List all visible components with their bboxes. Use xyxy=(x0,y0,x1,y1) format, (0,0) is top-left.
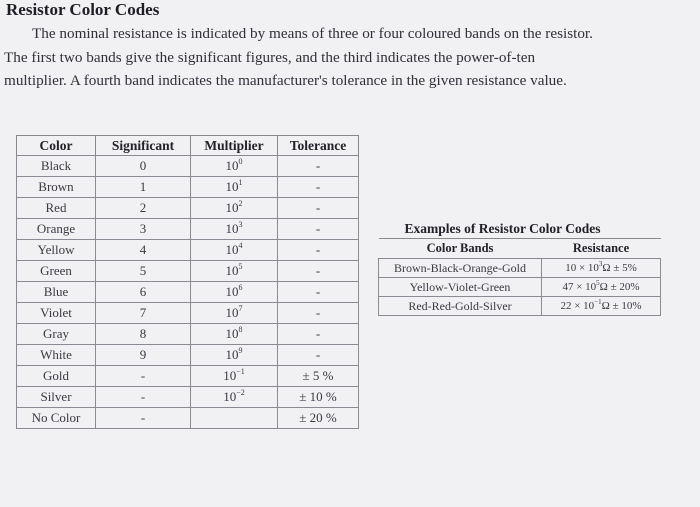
color-name-cell: Violet xyxy=(17,303,96,324)
example-row xyxy=(379,259,661,278)
color-table-row xyxy=(17,261,359,282)
paragraph-line: The nominal resistance is indicated by means of three or four coloured bands on xyxy=(32,25,523,42)
resistance-unit-tolerance: Ω ± 20% xyxy=(599,281,640,293)
multiplier-cell xyxy=(191,387,278,408)
multiplier-base: 10 xyxy=(225,305,239,320)
tolerance-cell: - xyxy=(278,324,359,345)
tolerance-cell: ± 20 % xyxy=(278,408,359,429)
multiplier-cell xyxy=(191,177,278,198)
multiplier-exponent: −1 xyxy=(236,367,245,376)
tolerance-cell: - xyxy=(278,261,359,282)
color-bands-cell: Brown-Black-Orange-Gold xyxy=(379,259,542,278)
resistance-cell xyxy=(542,297,661,316)
color-name-cell: White xyxy=(17,345,96,366)
color-bands-cell: Yellow-Violet-Green xyxy=(379,278,542,297)
resistance-exponent: −1 xyxy=(594,298,602,306)
multiplier-exponent: 3 xyxy=(238,220,243,229)
color-name-cell: No Color xyxy=(17,408,96,429)
tolerance-cell: - xyxy=(278,156,359,177)
color-table-row xyxy=(17,324,359,345)
color-table-row xyxy=(17,366,359,387)
multiplier-exponent: −2 xyxy=(236,388,245,397)
paragraph-line: the given resistance value. xyxy=(406,72,567,89)
color-table-row xyxy=(17,303,359,324)
significant-cell: - xyxy=(96,408,191,429)
multiplier-exponent: 5 xyxy=(238,262,243,271)
tolerance-cell: - xyxy=(278,282,359,303)
multiplier-base: 10 xyxy=(225,263,239,278)
color-table-row xyxy=(17,345,359,366)
multiplier-cell xyxy=(191,282,278,303)
tolerance-cell: - xyxy=(278,219,359,240)
significant-cell: - xyxy=(96,387,191,408)
significant-cell: 2 xyxy=(96,198,191,219)
significant-cell: 8 xyxy=(96,324,191,345)
multiplier-cell xyxy=(191,219,278,240)
multiplier-cell xyxy=(191,324,278,345)
tolerance-cell: - xyxy=(278,198,359,219)
header-significant: Significant xyxy=(96,136,191,156)
color-name-cell: Black xyxy=(17,156,96,177)
multiplier-cell xyxy=(191,156,278,177)
example-row xyxy=(379,278,661,297)
multiplier-exponent: 7 xyxy=(238,304,243,313)
multiplier-exponent: 8 xyxy=(238,325,243,334)
header-color: Color xyxy=(17,136,96,156)
multiplier-base: 10 xyxy=(225,347,239,362)
multiplier-base: 10 xyxy=(225,200,239,215)
color-name-cell: Brown xyxy=(17,177,96,198)
header-multiplier: Multiplier xyxy=(191,136,278,156)
header-tolerance: Tolerance xyxy=(278,136,359,156)
color-name-cell: Silver xyxy=(17,387,96,408)
color-name-cell: Yellow xyxy=(17,240,96,261)
resistance-mantissa: 22 × 10 xyxy=(560,300,595,312)
multiplier-base: 10 xyxy=(225,326,239,341)
multiplier-exponent: 1 xyxy=(238,178,243,187)
resistance-mantissa: 47 × 10 xyxy=(562,281,597,293)
multiplier-base: 10 xyxy=(225,284,239,299)
multiplier-base: 10 xyxy=(225,158,239,173)
header-resistance: Resistance xyxy=(542,239,661,259)
significant-cell: - xyxy=(96,366,191,387)
color-table-row xyxy=(17,408,359,429)
significant-cell: 6 xyxy=(96,282,191,303)
multiplier-base: 10 xyxy=(225,242,239,257)
color-table-row xyxy=(17,387,359,408)
intro-paragraph xyxy=(4,22,600,93)
color-table-body xyxy=(17,156,359,429)
example-row xyxy=(379,297,661,316)
tolerance-cell: ± 10 % xyxy=(278,387,359,408)
significant-cell: 3 xyxy=(96,219,191,240)
tolerance-cell: - xyxy=(278,345,359,366)
color-name-cell: Gray xyxy=(17,324,96,345)
examples-header-row xyxy=(379,239,661,259)
multiplier-exponent: 2 xyxy=(238,199,243,208)
color-name-cell: Green xyxy=(17,261,96,282)
paragraph-line: the resistor. The first two bands give the significant figures, and the third indicates xyxy=(4,25,593,66)
multiplier-cell xyxy=(191,345,278,366)
significant-cell: 9 xyxy=(96,345,191,366)
significant-cell: 5 xyxy=(96,261,191,282)
multiplier-exponent: 9 xyxy=(238,346,243,355)
header-color-bands: Color Bands xyxy=(379,239,542,259)
tolerance-cell: - xyxy=(278,177,359,198)
multiplier-cell xyxy=(191,261,278,282)
color-name-cell: Gold xyxy=(17,366,96,387)
multiplier-base: 10 xyxy=(225,221,239,236)
color-table-header-row xyxy=(17,136,359,156)
multiplier-base: 10 xyxy=(225,179,239,194)
color-name-cell: Blue xyxy=(17,282,96,303)
multiplier-exponent: 4 xyxy=(238,241,243,250)
color-name-cell: Orange xyxy=(17,219,96,240)
significant-cell: 4 xyxy=(96,240,191,261)
paragraph-line: the power-of-ten multiplier. A fourth band indicates the manufacturer's tolerance in xyxy=(4,48,536,89)
tolerance-cell: ± 5 % xyxy=(278,366,359,387)
resistance-exponent: 3 xyxy=(598,260,603,268)
color-bands-cell: Red-Red-Gold-Silver xyxy=(379,297,542,316)
multiplier-base: 10 xyxy=(223,368,237,383)
multiplier-cell xyxy=(191,303,278,324)
multiplier-cell xyxy=(191,198,278,219)
resistance-exponent: 5 xyxy=(596,279,600,287)
resistance-unit-tolerance: Ω ± 5% xyxy=(602,262,637,274)
color-name-cell: Red xyxy=(17,198,96,219)
multiplier-cell xyxy=(191,240,278,261)
examples-table xyxy=(378,220,661,316)
color-table-row xyxy=(17,282,359,303)
multiplier-base: 10 xyxy=(223,389,237,404)
tolerance-cell: - xyxy=(278,303,359,324)
color-table-row xyxy=(17,240,359,261)
examples-caption: Examples of Resistor Color Codes xyxy=(404,221,601,236)
tolerance-cell: - xyxy=(278,240,359,261)
significant-cell: 1 xyxy=(96,177,191,198)
resistance-cell xyxy=(542,259,661,278)
multiplier-exponent: 0 xyxy=(238,157,243,166)
color-table-row xyxy=(17,156,359,177)
multiplier-cell xyxy=(191,408,278,429)
resistance-unit-tolerance: Ω ± 10% xyxy=(601,300,642,312)
color-table-row xyxy=(17,219,359,240)
resistance-mantissa: 10 × 10 xyxy=(565,262,599,274)
color-table-row xyxy=(17,198,359,219)
examples-table-body xyxy=(379,259,661,316)
color-table-row xyxy=(17,177,359,198)
page-title: Resistor Color Codes xyxy=(6,0,160,19)
significant-cell: 7 xyxy=(96,303,191,324)
color-code-table xyxy=(16,135,359,429)
significant-cell: 0 xyxy=(96,156,191,177)
resistance-cell xyxy=(542,278,661,297)
multiplier-cell xyxy=(191,366,278,387)
multiplier-exponent: 6 xyxy=(238,283,243,292)
